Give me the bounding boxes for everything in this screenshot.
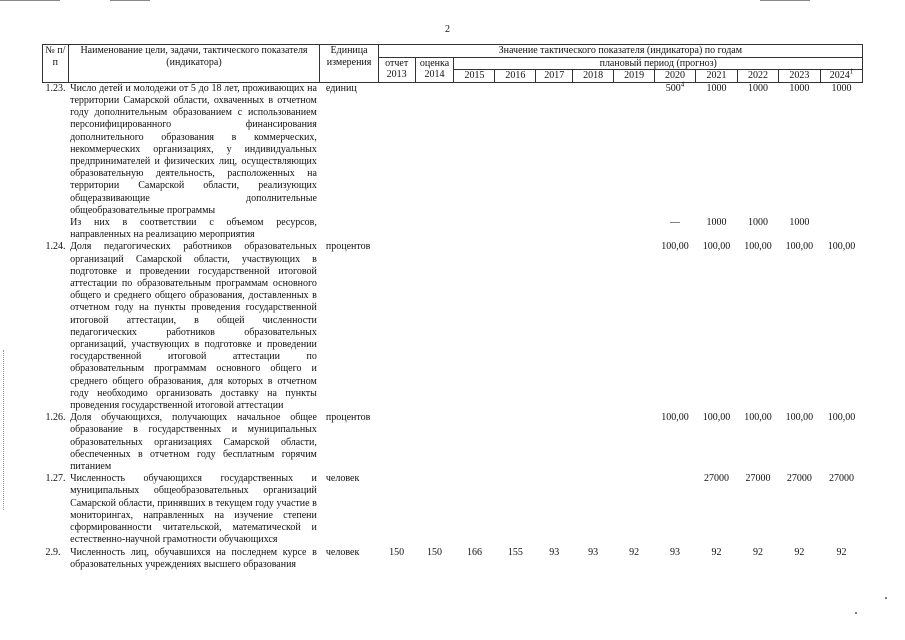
indicator-value: 150	[427, 546, 443, 558]
indicator-value	[495, 241, 536, 412]
unit-of-measure	[320, 217, 378, 241]
indicator-name: Доля обучающихся, получающих начальное общее образование в государственных и муниципальных образовательных организациях Самарской области, обеспеченных в отчетном году бесплатным горячим питанием	[70, 412, 317, 473]
indicator-value	[614, 473, 655, 546]
scan-speck	[885, 597, 887, 599]
indicator-value	[536, 82, 573, 217]
unit-of-measure: процентов	[325, 241, 371, 253]
indicator-value: 100,00	[661, 412, 689, 424]
indicator-value: 1000	[747, 82, 768, 94]
indicator-value: 93	[588, 546, 599, 558]
indicator-value	[495, 82, 536, 217]
indicator-value: 92	[836, 546, 847, 558]
indicator-value	[536, 473, 573, 546]
indicator-value	[378, 217, 415, 241]
row-number: 1.26.	[45, 412, 66, 424]
header-unit: Единица измерения	[320, 45, 378, 83]
indicator-value	[378, 412, 415, 473]
header-estimate: оценка 2014	[415, 57, 454, 82]
header-year: 2021	[696, 70, 738, 83]
indicator-value: 92	[752, 546, 763, 558]
indicator-value-text: 500	[665, 82, 681, 94]
header-report: отчет 2013	[378, 57, 415, 82]
indicator-value: 93	[549, 546, 560, 558]
header-year: 2015	[454, 70, 495, 83]
header-year: 2020	[655, 70, 696, 83]
indicator-value	[614, 82, 655, 217]
indicator-value: 100,00	[702, 412, 731, 424]
unit-of-measure: человек	[325, 473, 360, 485]
indicator-value: 100,00	[785, 412, 814, 424]
indicator-value: 1000	[706, 217, 727, 229]
header-name: Наименование цели, задачи, тактического показателя (индикатора)	[68, 45, 320, 83]
indicator-value	[614, 241, 655, 412]
row-number: 1.24.	[45, 241, 66, 253]
indicator-value	[454, 82, 495, 217]
indicator-value	[536, 412, 573, 473]
indicators-table	[42, 44, 863, 571]
unit-of-measure: человек	[325, 546, 360, 558]
scan-margin-marks	[3, 350, 14, 510]
indicator-value	[378, 473, 415, 546]
indicator-value: 100,00	[702, 241, 731, 253]
row-number: 1.23.	[45, 82, 66, 94]
header-year: 2023	[778, 70, 820, 83]
indicator-value	[573, 473, 614, 546]
header-year: 2017	[536, 70, 573, 83]
indicator-value	[573, 241, 614, 412]
indicator-value	[614, 217, 655, 241]
row-number: 2.9.	[45, 546, 61, 558]
indicator-value	[536, 241, 573, 412]
indicator-value: 100,00	[744, 412, 772, 424]
indicator-name: Численность лиц, обучавшихся на последнем курсе в образовательных учреждениях высшего образования	[70, 546, 317, 570]
indicator-name: Численность обучающихся государственных и муниципальных общеобразовательных организаций Самарской области, принявших в текущем году участие в мониторингах, направленных на изучение степени сформированности читательской, математической и естественно-научной грамотности обучающихся	[70, 473, 317, 546]
indicator-value: 1000	[789, 217, 810, 229]
table-row	[43, 412, 863, 473]
indicator-value	[536, 217, 573, 241]
indicator-value: 27000	[828, 473, 854, 485]
indicator-value	[655, 82, 696, 217]
row-number	[43, 217, 69, 241]
scan-speck	[855, 612, 857, 614]
indicator-value: 92	[794, 546, 805, 558]
indicator-value: 155	[507, 546, 523, 558]
header-year: 2016	[495, 70, 536, 83]
indicator-value: 27000	[786, 473, 812, 485]
indicator-value: 100,00	[827, 241, 856, 253]
table-row	[43, 473, 863, 546]
indicator-value	[454, 241, 495, 412]
indicator-value	[415, 473, 454, 546]
scan-edge-line	[110, 0, 150, 1]
indicator-value	[415, 241, 454, 412]
indicator-value: 1000	[706, 82, 727, 94]
unit-of-measure: единиц	[325, 82, 357, 94]
indicator-value: 1000	[831, 82, 852, 94]
indicator-value	[378, 241, 415, 412]
indicator-value: 150	[389, 546, 405, 558]
row-number: 1.27.	[45, 473, 66, 485]
indicator-value	[573, 82, 614, 217]
indicator-value: 1000	[789, 82, 810, 94]
table-header	[43, 45, 863, 83]
header-planning: плановый период (прогноз)	[454, 57, 863, 70]
table-body	[43, 82, 863, 571]
header-year-label: 2024	[829, 70, 850, 82]
indicator-name: Число детей и молодежи от 5 до 18 лет, проживающих на территории Самарской области, охваченных в отчетном году дополнительным образованием с использованием персонифицированного финансирования дополнительного образования в коммерческих, некоммерческих организациях, у индивидуальных предпринимателей и физических лиц, осуществляющих образовательную деятельность, расположенных на территории Самарской области, реализующих общеразвивающие дополнительные общеобразовательные программы	[70, 82, 317, 216]
header-year: 2022	[737, 70, 778, 83]
table-row	[43, 82, 863, 217]
indicator-value	[495, 412, 536, 473]
header-year: 2018	[573, 70, 614, 83]
indicator-value: 27000	[745, 473, 771, 485]
header-year: 2019	[614, 70, 655, 83]
indicator-value	[614, 412, 655, 473]
scan-edge-line	[760, 0, 810, 1]
indicator-value	[573, 217, 614, 241]
indicator-name: Из них в соответствии с объемом ресурсов, направленных на реализацию мероприятия	[70, 217, 317, 241]
indicator-name: Доля педагогических работников образовательных организаций Самарской области, участвующих в подготовке и проведении государственной итоговой аттестации по образовательным программам основного общего и среднего общего образования, доставленных в отчетном году на пункты проведения государственной итоговой аттестации, в общей численности педагогических работников образовательных организаций, участвующих в подготовке и проведении государственной итоговой аттестации по образовательным программам основного общего и среднего общего образования, для которых в отчетном году необходимо организовать доставку на пункты проведения государственной итоговой аттестации	[70, 241, 317, 412]
indicators-table-container	[42, 44, 863, 571]
indicator-value: 92	[629, 546, 640, 558]
indicator-value	[378, 82, 415, 217]
indicator-value: 1000	[747, 217, 768, 229]
header-num: № п/п	[43, 45, 69, 83]
indicator-value	[495, 217, 536, 241]
indicator-value	[415, 412, 454, 473]
table-row	[43, 217, 863, 241]
header-year	[820, 67, 862, 83]
indicator-value: 27000	[703, 473, 729, 485]
indicator-value: —	[670, 217, 681, 229]
header-values-group: Значение тактического показателя (индикатора) по годам	[378, 45, 862, 58]
indicator-value	[454, 412, 495, 473]
indicator-value: 93	[670, 546, 681, 558]
footnote-marker: 4	[680, 80, 685, 89]
table-row	[43, 547, 863, 571]
indicator-value: 100,00	[785, 241, 814, 253]
footnote-marker: 1	[849, 67, 854, 76]
indicator-value: 100,00	[827, 412, 856, 424]
indicator-value	[415, 217, 454, 241]
page-number: 2	[445, 24, 450, 35]
indicator-value	[454, 473, 495, 546]
unit-of-measure: процентов	[325, 412, 371, 424]
indicator-value	[820, 217, 862, 241]
indicator-value	[655, 473, 696, 546]
indicator-value: 92	[711, 546, 722, 558]
indicator-value	[573, 412, 614, 473]
indicator-value	[495, 473, 536, 546]
indicator-value: 100,00	[661, 241, 689, 253]
indicator-value	[454, 217, 495, 241]
table-row	[43, 241, 863, 412]
indicator-value	[415, 82, 454, 217]
scan-edge-line	[0, 0, 60, 1]
indicator-value: 166	[466, 546, 482, 558]
indicator-value: 100,00	[744, 241, 772, 253]
